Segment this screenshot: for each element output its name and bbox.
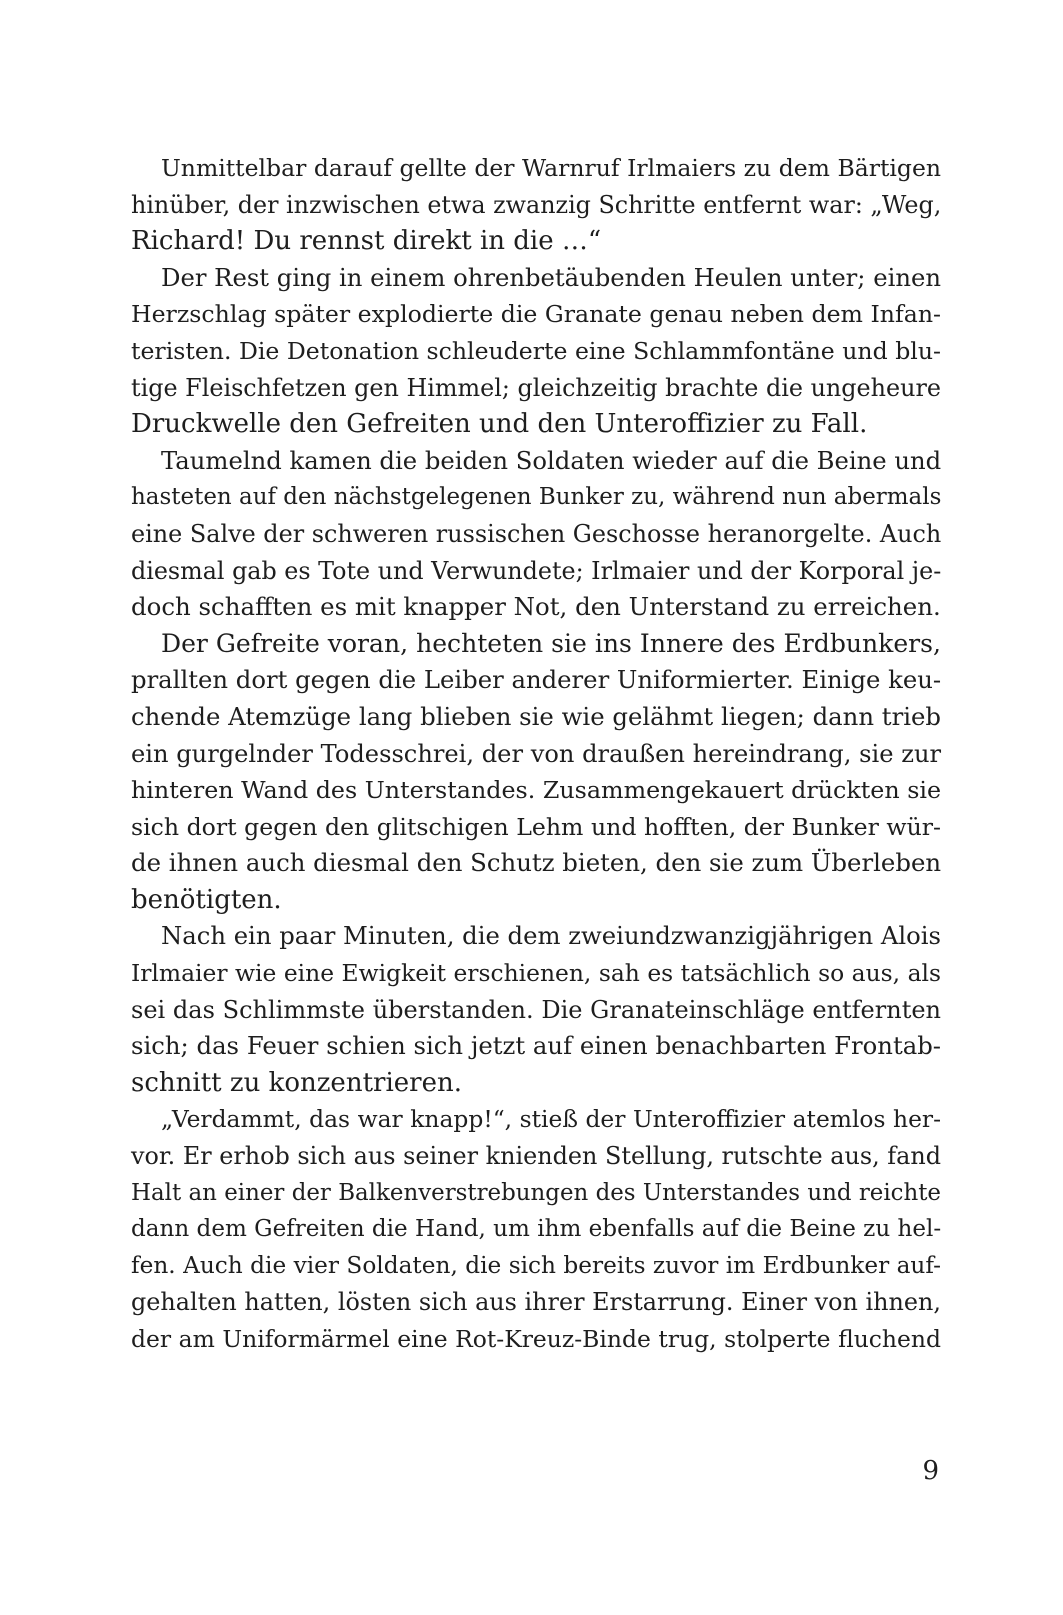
paragraph [131, 443, 941, 626]
text-line: de ihnen auch diesmal den Schutz bieten, den sie zum Überleben [131, 848, 942, 878]
text-line: chende Atemzüge lang blieben sie wie gelähmt liegen; dann trieb [131, 701, 941, 731]
text-line: „Verdammt, das war knapp!“, stieß der Unteroffizier atemlos her- [161, 1105, 941, 1134]
text-line: gehalten hatten, lösten sich aus ihrer Erstarrung. Einer von ihnen, [131, 1288, 941, 1317]
text-line: prallten dort gegen die Leiber anderer Uniformierter. Einige keu- [131, 665, 942, 695]
text-line: Der Gefreite voran, hechteten sie ins Innere des Erdbunkers, [161, 628, 941, 658]
text-line: teristen. Die Detonation schleuderte eine Schlammfontäne und blu- [131, 336, 941, 365]
text-line: Halt an einer der Balkenverstrebungen des Unterstandes und reichte [131, 1179, 941, 1206]
text-line: sei das Schlimmste überstanden. Die Granateinschläge entfernten [131, 995, 941, 1024]
text-line: hinüber, der inzwischen etwa zwanzig Schritte entfernt war: „Weg, [131, 190, 942, 219]
text-line: schnitt zu konzentrieren. [131, 1067, 462, 1098]
paragraph [131, 150, 941, 260]
paragraph [131, 918, 941, 1101]
paragraph [131, 260, 941, 443]
text-line: hasteten auf den nächstgelegenen Bunker zu, während nun abermals [131, 484, 942, 511]
text-line: ein gurgelnder Todesschrei, der von draußen hereindrang, sie zur [131, 739, 941, 768]
text-line: sich; das Feuer schien sich jetzt auf einen benachbarten Frontab- [131, 1031, 941, 1061]
text-line: Richard! Du rennst direkt in die …“ [131, 226, 602, 257]
text-line: Nach ein paar Minuten, die dem zweiundzwanzigjährigen Alois [161, 921, 941, 951]
text-line: fen. Auch die vier Soldaten, die sich bereits zuvor im Erdbunker auf- [131, 1251, 941, 1279]
text-line: Herzschlag später explodierte die Granate genau neben dem Infan- [131, 300, 941, 329]
paragraph [131, 626, 941, 919]
text-line: Druckwelle den Gefreiten und den Unteroffizier zu Fall. [131, 409, 868, 440]
text-line: der am Uniformärmel eine Rot-Kreuz-Binde trug, stolperte fluchend [131, 1325, 941, 1353]
text-line: sich dort gegen den glitschigen Lehm und hofften, der Bunker wür- [131, 812, 941, 841]
text-line: Unmittelbar darauf gellte der Warnruf Irlmaiers zu dem Bärtigen [161, 154, 941, 182]
text-line: vor. Er erhob sich aus seiner knienden Stellung, rutschte aus, fand [131, 1142, 942, 1171]
text-line: hinteren Wand des Unterstandes. Zusammengekauert drückten sie [131, 776, 942, 805]
paragraph [131, 1101, 941, 1357]
text-line: Der Rest ging in einem ohrenbetäubenden Heulen unter; einen [161, 262, 941, 292]
text-line: eine Salve der schweren russischen Geschosse heranorgelte. Auch [131, 519, 942, 548]
text-line: Irlmaier wie eine Ewigkeit erschienen, sah es tatsächlich so aus, als [131, 959, 941, 988]
text-line: tige Fleischfetzen gen Himmel; gleichzeitig brachte die ungeheure [131, 373, 941, 402]
page-number: 9 [922, 1456, 939, 1486]
text-line: dann dem Gefreiten die Hand, um ihm ebenfalls auf die Beine zu hel- [131, 1216, 942, 1243]
text-line: doch schafften es mit knapper Not, den Unterstand zu erreichen. [131, 592, 941, 622]
body-text [131, 150, 941, 1358]
text-line: benötigten. [131, 884, 282, 915]
text-line: Taumelnd kamen die beiden Soldaten wieder auf die Beine und [161, 445, 942, 475]
text-line: diesmal gab es Tote und Verwundete; Irlmaier und der Korporal je- [131, 556, 942, 585]
